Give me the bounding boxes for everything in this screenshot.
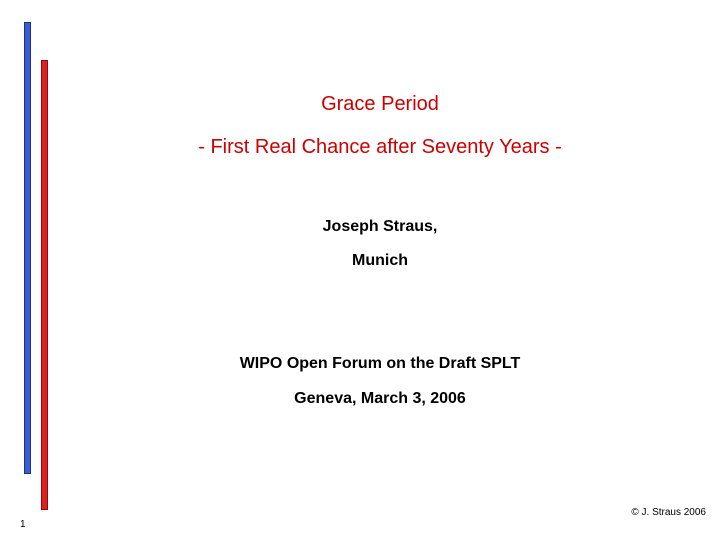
author-name: Joseph Straus, bbox=[322, 218, 438, 235]
decorative-red-bar bbox=[41, 60, 48, 510]
decorative-blue-bar bbox=[24, 22, 31, 474]
event-name: WIPO Open Forum on the Draft SPLT bbox=[239, 355, 521, 372]
slide-title: Grace Period bbox=[321, 93, 439, 115]
event-date: Geneva, March 3, 2006 bbox=[294, 390, 466, 407]
slide-subtitle: - First Real Chance after Seventy Years - bbox=[198, 136, 562, 158]
copyright-notice: © J. Straus 2006 bbox=[631, 507, 706, 518]
page-number: 1 bbox=[20, 519, 26, 530]
author-city: Munich bbox=[352, 252, 408, 269]
